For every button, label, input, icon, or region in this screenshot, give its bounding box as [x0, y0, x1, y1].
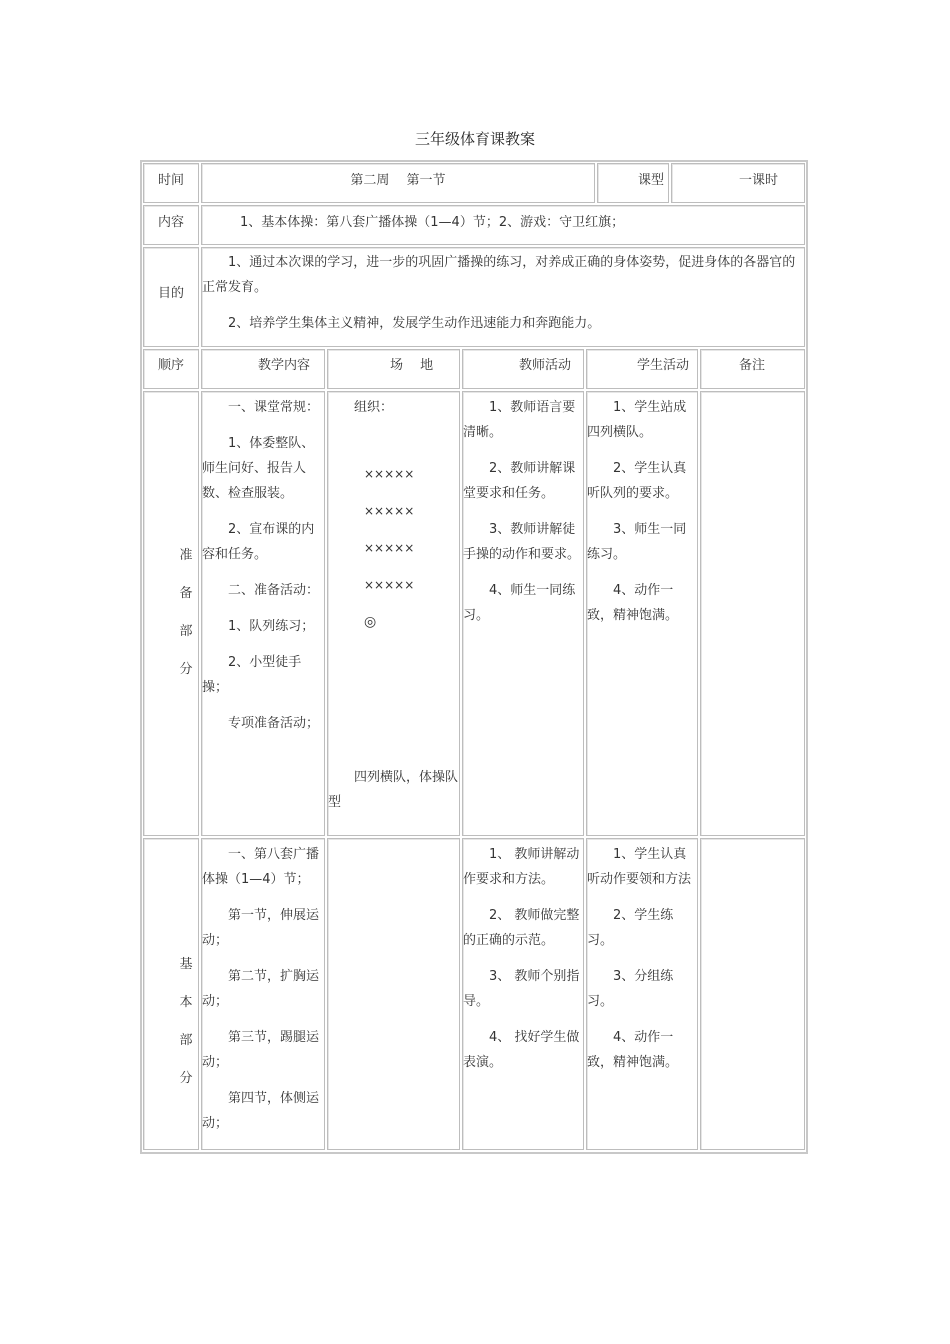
formation-row: ××××× — [364, 578, 415, 592]
header-venue: 场 地 — [390, 358, 434, 373]
goal-line-2: 2、培养学生集体主义精神，发展学生动作迅速能力和奔跑能力。 — [228, 316, 601, 331]
goal-line-1: 1、通过本次课的学习，进一步的巩固广播操的练习，对养成正确的身体姿势，促进身体的各器官的正常发育。 — [202, 255, 796, 295]
time-value: 第二周 第一节 — [350, 173, 446, 188]
header-order: 顺序 — [157, 358, 184, 373]
time-value-cell — [201, 163, 595, 203]
basic-teacher-cell — [462, 838, 584, 1150]
basic-student-cell — [586, 838, 698, 1150]
prep-student-2: 2、学生认真听队列的要求。 — [587, 461, 687, 501]
header-notes: 备注 — [739, 358, 766, 373]
teacher-position-icon: ◎ — [364, 614, 377, 630]
basic-student-3: 3、分组练习。 — [587, 969, 674, 1009]
content-label-cell — [143, 205, 199, 245]
basic-teacher-1: 1、 教师讲解动作要求和方法。 — [463, 847, 580, 887]
goal-label: 目的 — [157, 286, 184, 301]
basic-teacher-3: 3、 教师个别指导。 — [463, 969, 580, 1009]
basic-section-cell — [143, 838, 199, 1150]
basic-content-cell — [201, 838, 325, 1150]
header-student-cell — [586, 349, 698, 389]
prep-student-1: 1、学生站成四列横队。 — [587, 400, 687, 440]
prep-content-3: 2、宣布课的内容和任务。 — [202, 522, 315, 562]
basic-venue-cell — [327, 838, 460, 1150]
prep-teacher-2: 2、教师讲解课堂要求和任务。 — [463, 461, 576, 501]
header-venue-cell — [327, 349, 460, 389]
basic-teacher-4: 4、 找好学生做表演。 — [463, 1030, 580, 1070]
basic-content-1: 一、第八套广播体操（1—4）节； — [202, 847, 320, 887]
basic-char-2: 本 — [179, 995, 193, 1010]
prep-content-4: 二、准备活动： — [228, 583, 320, 598]
basic-content-3: 第二节，扩胸运动； — [202, 969, 320, 1009]
header-student: 学生活动 — [636, 358, 689, 373]
prep-student-cell — [586, 391, 698, 836]
basic-teacher-2: 2、 教师做完整的正确的示范。 — [463, 908, 580, 948]
prep-char-3: 部 — [179, 624, 193, 639]
prep-section-cell — [143, 391, 199, 836]
goal-label-cell — [143, 247, 199, 347]
prep-teacher-cell — [462, 391, 584, 836]
basic-content-2: 第一节，伸展运动； — [202, 908, 320, 948]
prep-venue-label: 组织： — [354, 400, 394, 415]
prep-content-6: 2、小型徒手操； — [202, 655, 302, 695]
header-content: 教学内容 — [257, 358, 310, 373]
lesson-type-label: 课型 — [637, 173, 664, 188]
basic-char-1: 基 — [179, 957, 193, 972]
lesson-type-label-cell — [597, 163, 669, 203]
prep-content-2: 1、体委整队、师生问好、报告人数、检查服装。 — [202, 436, 315, 501]
header-teacher-cell — [462, 349, 584, 389]
header-content-cell — [201, 349, 325, 389]
prep-content-7: 专项准备活动； — [228, 716, 320, 731]
header-teacher: 教师活动 — [518, 358, 571, 373]
formation-row: ××××× — [364, 541, 415, 555]
header-order-cell — [143, 349, 199, 389]
prep-content-cell — [201, 391, 325, 836]
prep-content-1: 一、课堂常规： — [228, 400, 320, 415]
content-label: 内容 — [157, 215, 184, 230]
content-value: 1、基本体操：第八套广播体操（1—4）节；2、游戏：守卫红旗； — [240, 215, 625, 230]
goal-value-cell — [201, 247, 805, 347]
time-label: 时间 — [157, 173, 184, 188]
prep-teacher-4: 4、师生一同练习。 — [463, 583, 576, 623]
basic-student-4: 4、动作一致，精神饱满。 — [587, 1030, 679, 1070]
prep-teacher-3: 3、教师讲解徒手操的动作和要求。 — [463, 522, 581, 562]
prep-char-1: 准 — [179, 548, 193, 563]
document-title: 三年级体育课教案 — [414, 130, 535, 148]
prep-char-2: 备 — [179, 586, 193, 601]
content-value-cell — [201, 205, 805, 245]
prep-notes-cell — [700, 391, 805, 836]
basic-student-1: 1、学生认真听动作要领和方法 — [587, 847, 692, 887]
basic-char-4: 分 — [179, 1071, 193, 1086]
prep-venue-cell — [327, 391, 460, 836]
basic-content-5: 第四节，体侧运动； — [202, 1091, 320, 1131]
prep-char-4: 分 — [179, 662, 193, 677]
formation-row: ××××× — [364, 467, 415, 481]
lesson-type-value: 一课时 — [738, 173, 778, 188]
prep-teacher-1: 1、教师语言要清晰。 — [463, 400, 576, 440]
basic-section-label — [176, 946, 196, 1098]
prep-student-3: 3、师生一同练习。 — [587, 522, 687, 562]
time-label-cell — [143, 163, 199, 203]
basic-content-4: 第三节，踢腿运动； — [202, 1030, 320, 1070]
prep-section-label — [176, 537, 196, 689]
basic-notes-cell — [700, 838, 805, 1150]
basic-char-3: 部 — [179, 1033, 193, 1048]
formation-diagram — [328, 456, 459, 641]
header-notes-cell — [700, 349, 805, 389]
prep-content-5: 1、队列练习； — [228, 619, 315, 634]
prep-student-4: 4、动作一致，精神饱满。 — [587, 583, 679, 623]
prep-venue-note: 四列横队，体操队型 — [328, 770, 459, 810]
basic-student-2: 2、学生练习。 — [587, 908, 674, 948]
lesson-type-value-cell — [671, 163, 805, 203]
formation-row: ××××× — [364, 504, 415, 518]
